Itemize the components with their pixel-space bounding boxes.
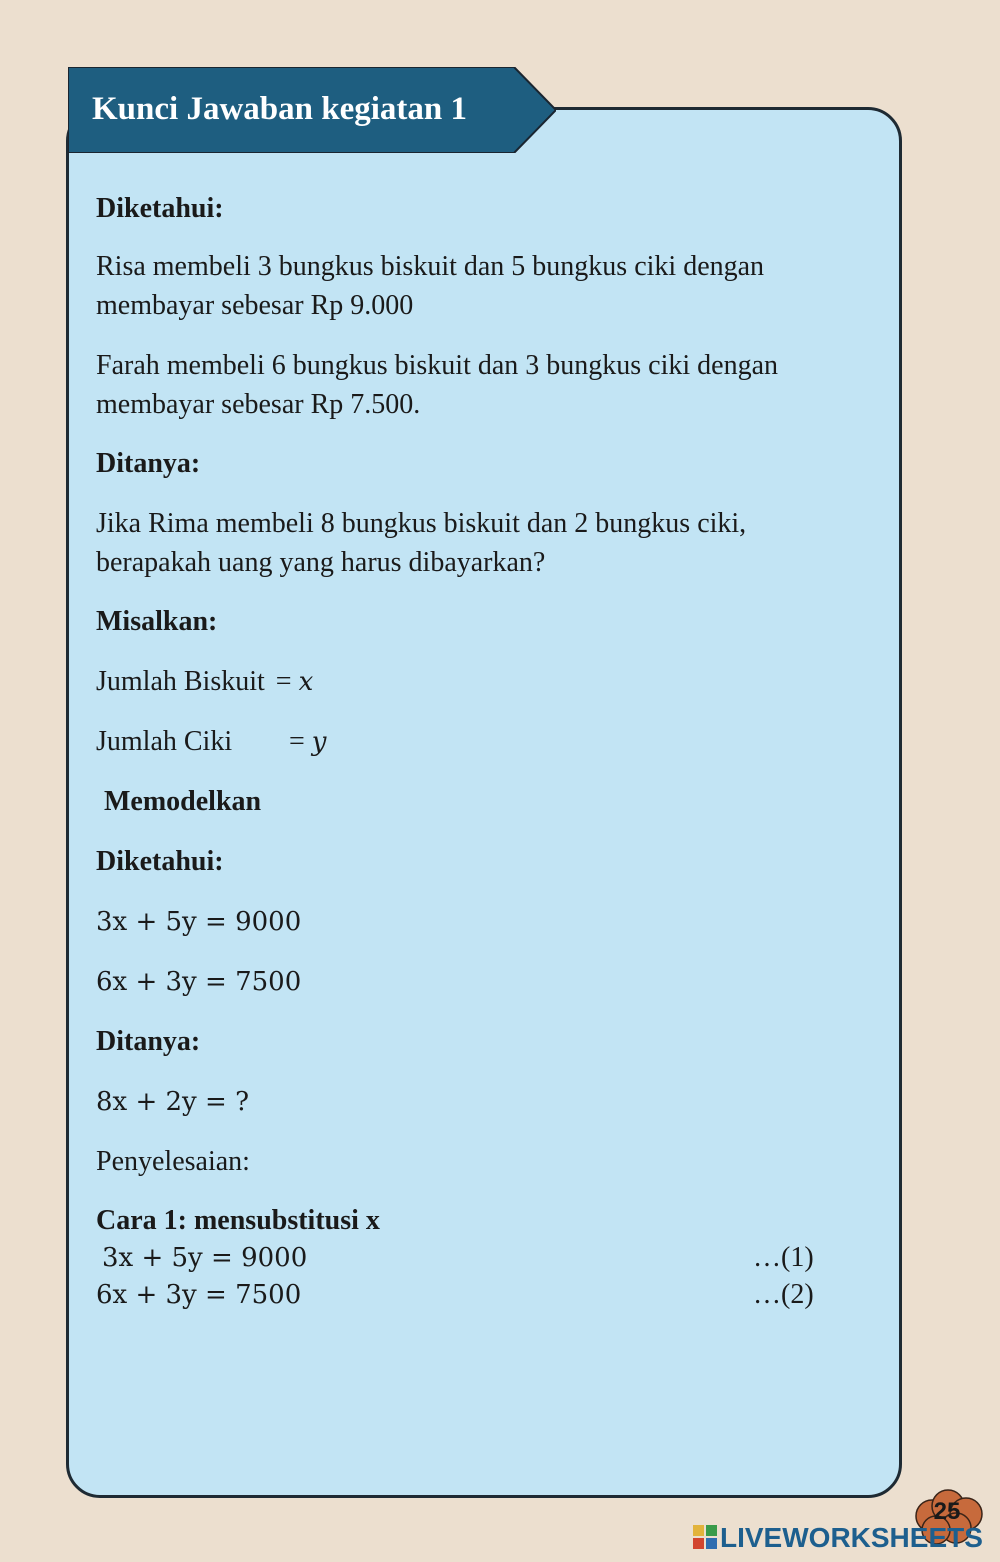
equation-2: 6x + 3y = 7500	[96, 967, 302, 997]
title-banner	[68, 67, 556, 153]
model-diketahui-heading: Diketahui:	[96, 846, 224, 877]
equation-3: 8x + 2y = ?	[96, 1087, 250, 1117]
watermark-text: LIVEWORKSHEETS	[720, 1522, 983, 1553]
ditanya-p-line2: berapakah uang yang harus dibayarkan?	[96, 547, 546, 578]
page-number: 25	[933, 1498, 961, 1525]
diketahui-p2-line2: membayar sebesar Rp 7.500.	[96, 389, 421, 420]
diketahui-p2-line1: Farah membeli 6 bungkus biskuit dan 3 bungkus ciki dengan	[96, 350, 779, 381]
diketahui-p1-line1: Risa membeli 3 bungkus biskuit dan 5 bungkus ciki dengan	[96, 251, 765, 282]
cara1-equation-2-ref: …(2)	[753, 1279, 814, 1310]
misalkan-heading: Misalkan:	[96, 606, 218, 637]
model-ditanya-heading: Ditanya:	[96, 1026, 201, 1057]
misal-ciki-eq-group	[289, 723, 327, 761]
misal-biskuit-var: x	[298, 667, 314, 697]
cara1-heading: Cara 1: mensubstitusi x	[96, 1205, 380, 1236]
equation-1: 3x + 5y = 9000	[96, 907, 302, 937]
misal-ciki	[96, 723, 327, 761]
diketahui-heading: Diketahui:	[96, 193, 224, 224]
penyelesaian-label: Penyelesaian:	[96, 1146, 250, 1177]
memodelkan-heading: Memodelkan	[104, 786, 262, 817]
misal-biskuit-label: Jumlah Biskuit	[96, 666, 265, 697]
cara1-equation-1: 3x + 5y = 9000	[102, 1243, 308, 1273]
misal-ciki-var: y	[311, 727, 327, 757]
ditanya-heading: Ditanya:	[96, 448, 201, 479]
misal-biskuit-eq: =	[275, 666, 299, 697]
liveworksheets-logo-icon	[692, 1524, 718, 1550]
cara1-equation-2: 6x + 3y = 7500	[96, 1280, 302, 1310]
ditanya-p-line1: Jika Rima membeli 8 bungkus biskuit dan 2 bungkus ciki,	[96, 508, 747, 539]
cara1-equation-1-ref: …(1)	[753, 1242, 814, 1273]
misal-biskuit	[96, 663, 313, 701]
liveworksheets-watermark	[692, 1522, 983, 1554]
page-title: Kunci Jawaban kegiatan 1	[92, 91, 467, 127]
misal-ciki-label: Jumlah Ciki	[96, 726, 233, 757]
diketahui-p1-line2: membayar sebesar Rp 9.000	[96, 290, 414, 321]
misal-ciki-eq: =	[289, 726, 312, 757]
